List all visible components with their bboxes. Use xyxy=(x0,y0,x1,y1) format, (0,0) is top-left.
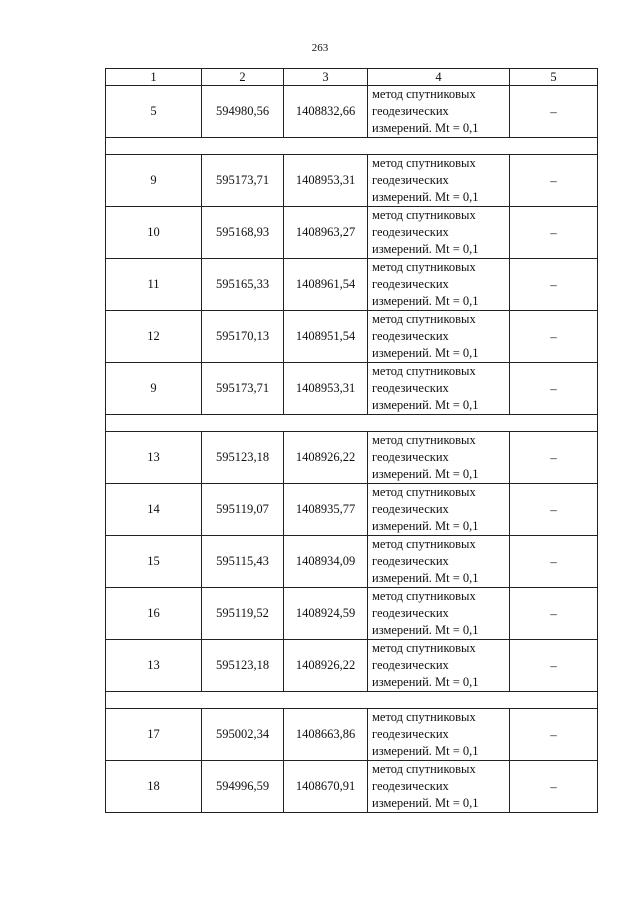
method-line-1: метод спутниковых xyxy=(372,208,476,222)
note-cell xyxy=(510,709,598,761)
column-header-2: 2 xyxy=(202,69,284,86)
method-cell xyxy=(368,588,510,640)
column-header-3: 3 xyxy=(284,69,368,86)
x-coordinate-cell: 595119,52 xyxy=(202,588,284,640)
method-line-2: геодезических xyxy=(372,779,449,793)
y-coordinate-cell: 1408934,09 xyxy=(284,536,368,588)
method-cell xyxy=(368,484,510,536)
group-separator-row xyxy=(106,138,598,155)
method-line-3: измерений. Mt = 0,1 xyxy=(372,744,479,758)
table-row xyxy=(106,363,598,415)
point-number-cell: 17 xyxy=(106,709,202,761)
method-line-2: геодезических xyxy=(372,225,449,239)
table-row xyxy=(106,761,598,813)
method-line-2: геодезических xyxy=(372,173,449,187)
point-number-cell: 9 xyxy=(106,155,202,207)
table-row xyxy=(106,259,598,311)
y-coordinate-cell: 1408935,77 xyxy=(284,484,368,536)
point-number-cell: 9 xyxy=(106,363,202,415)
method-line-2: геодезических xyxy=(372,329,449,343)
x-coordinate-cell: 595170,13 xyxy=(202,311,284,363)
method-line-3: измерений. Mt = 0,1 xyxy=(372,346,479,360)
x-coordinate-cell: 595115,43 xyxy=(202,536,284,588)
method-line-3: измерений. Mt = 0,1 xyxy=(372,519,479,533)
point-number-cell: 5 xyxy=(106,86,202,138)
point-number-cell: 15 xyxy=(106,536,202,588)
table-row xyxy=(106,484,598,536)
method-line-1: метод спутниковых xyxy=(372,156,476,170)
method-line-1: метод спутниковых xyxy=(372,312,476,326)
method-line-2: геодезических xyxy=(372,381,449,395)
method-line-3: измерений. Mt = 0,1 xyxy=(372,675,479,689)
point-number-cell: 13 xyxy=(106,640,202,692)
column-header-4: 4 xyxy=(368,69,510,86)
y-coordinate-cell: 1408663,86 xyxy=(284,709,368,761)
note-cell xyxy=(510,640,598,692)
group-separator-cell xyxy=(106,415,598,432)
y-coordinate-cell: 1408963,27 xyxy=(284,207,368,259)
method-line-3: измерений. Mt = 0,1 xyxy=(372,121,479,135)
note-dash: – xyxy=(550,778,557,794)
column-header-5: 5 xyxy=(510,69,598,86)
note-cell xyxy=(510,761,598,813)
note-dash: – xyxy=(550,328,557,344)
method-line-1: метод спутниковых xyxy=(372,710,476,724)
page-number: 263 xyxy=(311,42,329,54)
note-cell xyxy=(510,86,598,138)
note-cell xyxy=(510,432,598,484)
note-dash: – xyxy=(550,726,557,742)
y-coordinate-cell: 1408953,31 xyxy=(284,155,368,207)
table-body xyxy=(106,86,598,813)
method-cell xyxy=(368,86,510,138)
note-dash: – xyxy=(550,553,557,569)
note-dash: – xyxy=(550,103,557,119)
method-cell xyxy=(368,536,510,588)
x-coordinate-cell: 595119,07 xyxy=(202,484,284,536)
note-dash: – xyxy=(550,380,557,396)
table-row xyxy=(106,640,598,692)
table-row xyxy=(106,207,598,259)
note-cell xyxy=(510,259,598,311)
method-cell xyxy=(368,761,510,813)
table-header-row xyxy=(106,69,598,86)
method-line-3: измерений. Mt = 0,1 xyxy=(372,190,479,204)
group-separator-row xyxy=(106,692,598,709)
x-coordinate-cell: 595002,34 xyxy=(202,709,284,761)
x-coordinate-cell: 595123,18 xyxy=(202,640,284,692)
note-cell xyxy=(510,484,598,536)
point-number-cell: 13 xyxy=(106,432,202,484)
group-separator-cell xyxy=(106,692,598,709)
y-coordinate-cell: 1408951,54 xyxy=(284,311,368,363)
method-line-2: геодезических xyxy=(372,502,449,516)
table-row xyxy=(106,432,598,484)
table-row xyxy=(106,155,598,207)
note-dash: – xyxy=(550,501,557,517)
y-coordinate-cell: 1408832,66 xyxy=(284,86,368,138)
method-line-2: геодезических xyxy=(372,606,449,620)
note-cell xyxy=(510,207,598,259)
method-line-2: геодезических xyxy=(372,450,449,464)
x-coordinate-cell: 595123,18 xyxy=(202,432,284,484)
method-cell xyxy=(368,259,510,311)
method-cell xyxy=(368,363,510,415)
method-line-2: геодезических xyxy=(372,658,449,672)
method-line-1: метод спутниковых xyxy=(372,364,476,378)
method-line-1: метод спутниковых xyxy=(372,87,476,101)
method-cell xyxy=(368,432,510,484)
table-row xyxy=(106,588,598,640)
note-dash: – xyxy=(550,605,557,621)
method-line-2: геодезических xyxy=(372,104,449,118)
column-header-1: 1 xyxy=(106,69,202,86)
note-dash: – xyxy=(550,172,557,188)
method-cell xyxy=(368,207,510,259)
x-coordinate-cell: 595173,71 xyxy=(202,155,284,207)
note-dash: – xyxy=(550,657,557,673)
method-line-1: метод спутниковых xyxy=(372,485,476,499)
note-cell xyxy=(510,311,598,363)
method-line-1: метод спутниковых xyxy=(372,433,476,447)
method-line-3: измерений. Mt = 0,1 xyxy=(372,242,479,256)
x-coordinate-cell: 595173,71 xyxy=(202,363,284,415)
point-number-cell: 10 xyxy=(106,207,202,259)
method-line-3: измерений. Mt = 0,1 xyxy=(372,796,479,810)
y-coordinate-cell: 1408926,22 xyxy=(284,640,368,692)
method-line-1: метод спутниковых xyxy=(372,589,476,603)
method-line-2: геодезических xyxy=(372,727,449,741)
note-cell xyxy=(510,588,598,640)
y-coordinate-cell: 1408953,31 xyxy=(284,363,368,415)
method-cell xyxy=(368,311,510,363)
method-cell xyxy=(368,640,510,692)
x-coordinate-cell: 595168,93 xyxy=(202,207,284,259)
table-row xyxy=(106,311,598,363)
note-dash: – xyxy=(550,224,557,240)
method-line-1: метод спутниковых xyxy=(372,260,476,274)
x-coordinate-cell: 595165,33 xyxy=(202,259,284,311)
note-dash: – xyxy=(550,276,557,292)
method-line-3: измерений. Mt = 0,1 xyxy=(372,623,479,637)
point-number-cell: 18 xyxy=(106,761,202,813)
method-line-3: измерений. Mt = 0,1 xyxy=(372,467,479,481)
x-coordinate-cell: 594996,59 xyxy=(202,761,284,813)
method-line-3: измерений. Mt = 0,1 xyxy=(372,571,479,585)
note-cell xyxy=(510,155,598,207)
point-number-cell: 14 xyxy=(106,484,202,536)
group-separator-cell xyxy=(106,138,598,155)
method-line-1: метод спутниковых xyxy=(372,762,476,776)
method-line-2: геодезических xyxy=(372,277,449,291)
point-number-cell: 11 xyxy=(106,259,202,311)
method-line-1: метод спутниковых xyxy=(372,641,476,655)
method-cell xyxy=(368,709,510,761)
method-cell xyxy=(368,155,510,207)
y-coordinate-cell: 1408670,91 xyxy=(284,761,368,813)
x-coordinate-cell: 594980,56 xyxy=(202,86,284,138)
point-number-cell: 16 xyxy=(106,588,202,640)
method-line-2: геодезических xyxy=(372,554,449,568)
note-cell xyxy=(510,536,598,588)
y-coordinate-cell: 1408961,54 xyxy=(284,259,368,311)
method-line-1: метод спутниковых xyxy=(372,537,476,551)
table-row xyxy=(106,86,598,138)
coordinates-table xyxy=(105,68,598,813)
y-coordinate-cell: 1408926,22 xyxy=(284,432,368,484)
point-number-cell: 12 xyxy=(106,311,202,363)
y-coordinate-cell: 1408924,59 xyxy=(284,588,368,640)
group-separator-row xyxy=(106,415,598,432)
table-row xyxy=(106,536,598,588)
method-line-3: измерений. Mt = 0,1 xyxy=(372,294,479,308)
note-dash: – xyxy=(550,449,557,465)
note-cell xyxy=(510,363,598,415)
table-row xyxy=(106,709,598,761)
method-line-3: измерений. Mt = 0,1 xyxy=(372,398,479,412)
